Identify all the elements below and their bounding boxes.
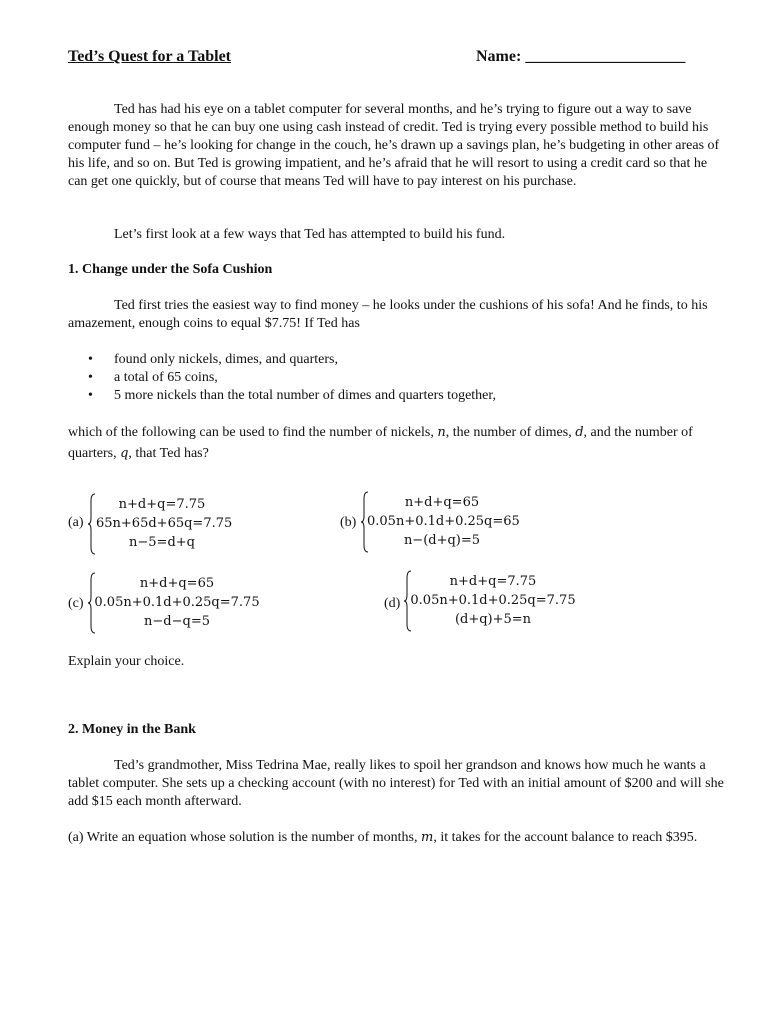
equation: 0.05n+0.1d+0.25q=7.75: [410, 593, 576, 608]
option-a-label: (a): [68, 515, 84, 530]
section-2-heading: 2. Money in the Bank: [68, 722, 196, 737]
variable-d: d: [575, 425, 584, 440]
option-b-label: (b): [340, 515, 357, 530]
equation: n+d+q=7.75: [449, 574, 537, 589]
option-b-system: [361, 491, 531, 553]
explain-prompt: Explain your choice.: [68, 654, 185, 669]
section-1-paragraph: Ted first tries the easiest way to find money – he looks under the cushions of his sofa! And he finds, to his amazement, enough coins to equal $7.75! If Ted has: [68, 298, 708, 331]
list-item: • a total of 65 coins,: [68, 369, 496, 387]
equation: (d+q)+5=n: [454, 612, 532, 627]
list-item: • 5 more nickels than the total number of dimes and quarters together,: [68, 387, 496, 405]
intro-transition: Let’s first look at a few ways that Ted has attempted to build his fund.: [114, 227, 506, 242]
equation: n+d+q=7.75: [118, 497, 206, 512]
equation: n+d+q=65: [404, 495, 480, 510]
question-text: [68, 422, 728, 464]
equation: 0.05n+0.1d+0.25q=65: [367, 514, 520, 529]
equation: n−(d+q)=5: [403, 533, 481, 548]
name-field-label: Name: ____________________: [476, 48, 686, 65]
question-text-part: which of the following can be used to find the number of nickels,: [68, 425, 438, 440]
option-a-system: [88, 493, 248, 555]
option-d-system: [404, 570, 584, 632]
option-c-system: [88, 572, 268, 634]
question-text-part: , it takes for the account balance to reach $395.: [433, 830, 698, 845]
section-1-heading: 1. Change under the Sofa Cushion: [68, 262, 273, 277]
question-text-part: (a) Write an equation whose solution is the number of months,: [68, 830, 422, 845]
question-2a: [68, 829, 728, 847]
left-brace-icon: [88, 493, 96, 555]
worksheet-title: Ted’s Quest for a Tablet: [68, 48, 231, 65]
option-c-label: (c): [68, 596, 84, 611]
equation: 65n+65d+65q=7.75: [96, 516, 233, 531]
variable-q: q: [120, 446, 129, 461]
equation: 0.05n+0.1d+0.25q=7.75: [94, 595, 260, 610]
list-item: • found only nickels, dimes, and quarters,: [68, 351, 496, 369]
condition-list: [68, 351, 496, 405]
intro-paragraph: Ted has had his eye on a tablet computer for several months, and he’s trying to figure out a way to save enough money so that he can buy one using cash instead of credit. Ted is trying every possible method to build his computer fund – he’s looking for change in the couch, he’s drawn up a savings plan, he’s budgeting in other areas of his life, and so on. But Ted is growing impatient, and he’s afraid that he will resort to using a credit card so that he can get one quickly, but of course that means Ted will have to pay interest on his purchase.: [68, 102, 720, 189]
variable-m: m: [421, 830, 434, 845]
section-2-paragraph: Ted’s grandmother, Miss Tedrina Mae, really likes to spoil her grandson and knows how much he wants a tablet computer. She sets up a checking account (with no interest) for Ted with an initial amount of $200 and will she add $15 each month afterward.: [68, 758, 724, 809]
option-d-label: (d): [384, 596, 401, 611]
equation: n−5=d+q: [129, 535, 195, 550]
question-text-part: , that Ted has?: [128, 446, 209, 461]
equation: n+d+q=65: [139, 576, 215, 591]
question-text-part: , the number of dimes,: [445, 425, 576, 440]
question-text-part: , and the number of quarters,: [68, 425, 693, 461]
equation: n−d−q=5: [144, 614, 210, 629]
variable-n: n: [437, 425, 446, 440]
